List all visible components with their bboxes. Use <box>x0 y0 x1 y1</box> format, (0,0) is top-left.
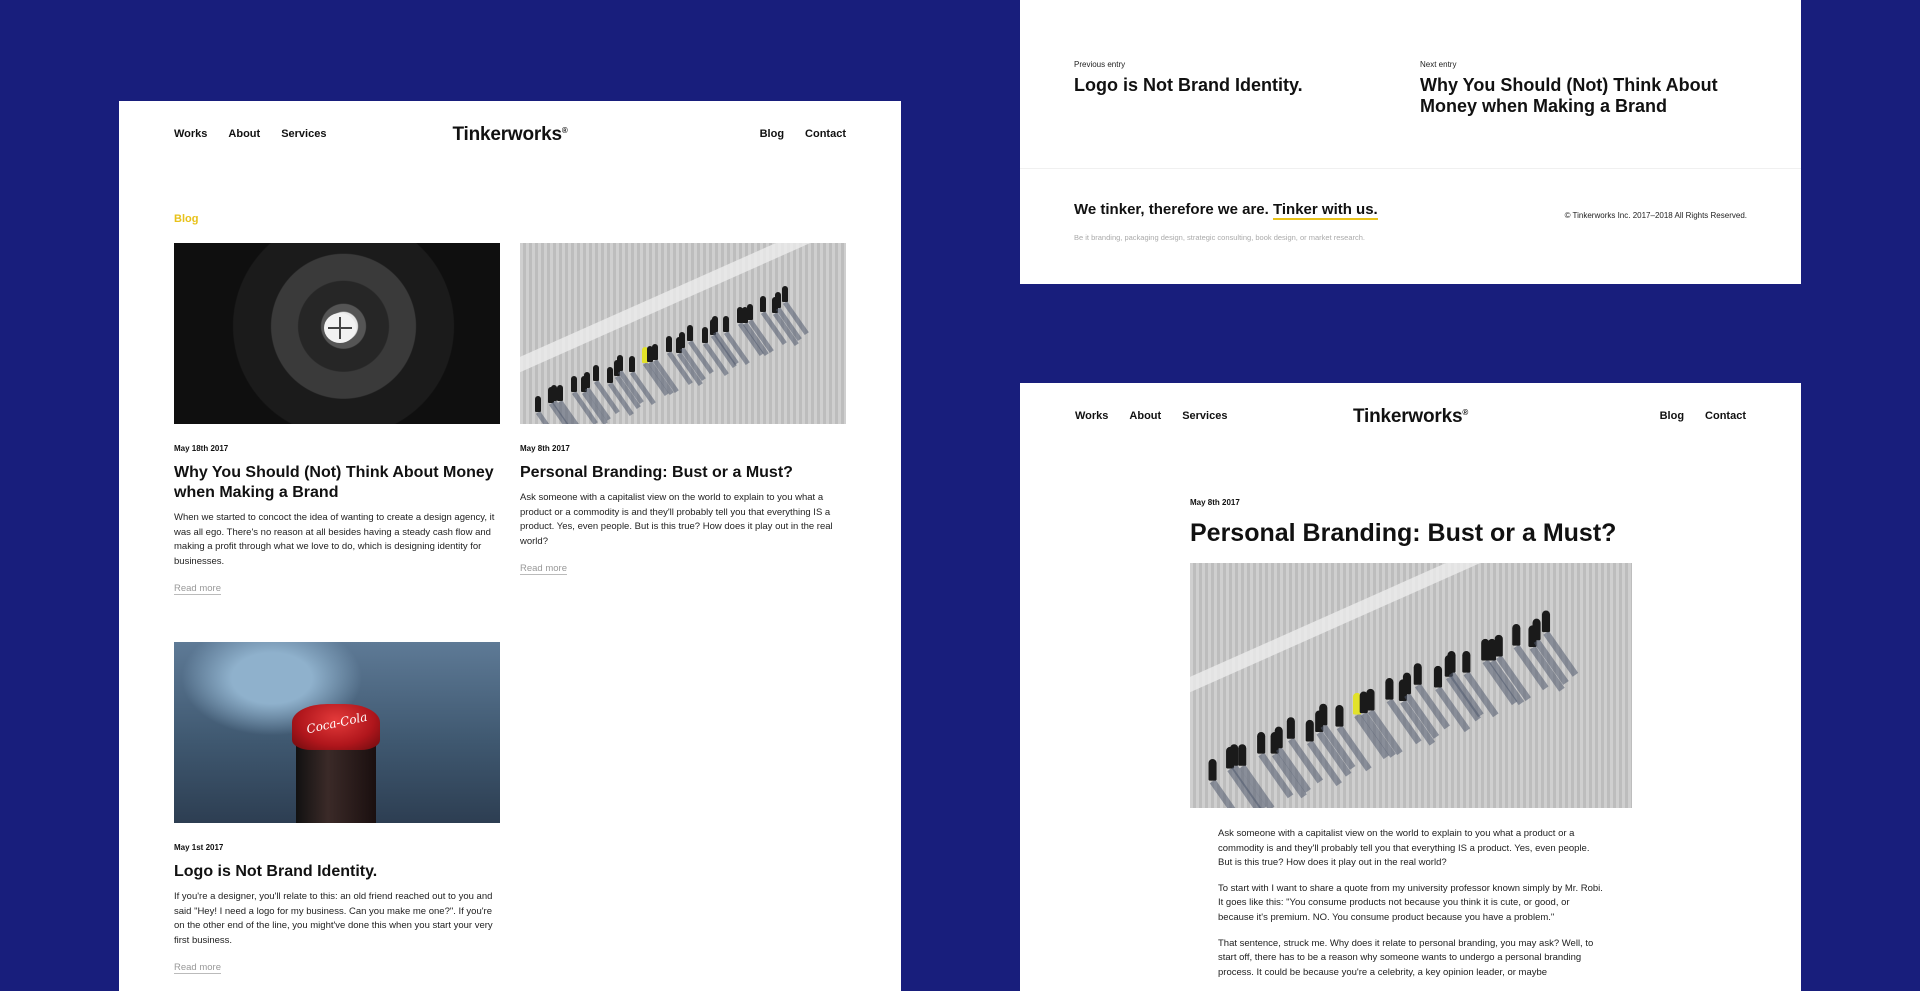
read-more-link[interactable]: Read more <box>520 562 567 574</box>
nav-about[interactable]: About <box>1129 410 1162 422</box>
post-excerpt: When we started to concoct the idea of wanting to create a design agency, it was all ego. There's no reason at all besides having a steady cash flow and making a profit through what we love to do, which is designing identity for businesses. <box>174 512 495 568</box>
post-title[interactable]: Why You Should (Not) Think About Money when Making a Brand <box>174 464 494 501</box>
brand-mark: ® <box>1462 408 1469 417</box>
header-nav-right <box>760 128 846 140</box>
post-title: Personal Branding: Bust or a Must? <box>1190 519 1617 547</box>
post-body <box>1218 827 1603 991</box>
post-excerpt: Ask someone with a capitalist view on the world to explain to you what a product or a commodity is and they'll probably tell you that everything IS a product. Yes, even people. But is this true? How does it play out in the real world? <box>520 492 833 548</box>
post-thumbnail-coca-cola-bottle[interactable]: Coca-Cola <box>174 642 500 823</box>
brand-mark: ® <box>561 126 568 135</box>
post-date: May 1st 2017 <box>174 843 224 852</box>
brand-logo[interactable] <box>1353 406 1468 428</box>
blog-card <box>174 642 500 975</box>
brand-name: Tinkerworks <box>452 124 562 145</box>
next-entry[interactable] <box>1420 60 1740 117</box>
divider <box>1020 168 1801 169</box>
previous-entry-label: Previous entry <box>1074 60 1126 69</box>
read-more-link[interactable]: Read more <box>174 582 221 594</box>
brand-name: Tinkerworks <box>1352 406 1463 427</box>
copyright-notice: © Tinkerworks Inc. 2017–2018 All Rights Reserved. <box>1564 211 1747 220</box>
post-title[interactable]: Logo is Not Brand Identity. <box>174 863 378 880</box>
nav-blog[interactable]: Blog <box>759 128 785 140</box>
site-header <box>174 126 846 146</box>
post-thumbnail-spiral-staircase[interactable] <box>174 243 500 424</box>
nav-contact[interactable]: Contact <box>805 128 846 140</box>
read-more-link[interactable]: Read more <box>174 961 221 973</box>
post-date: May 8th 2017 <box>520 444 570 453</box>
post-paragraph: That sentence, struck me. Why does it relate to personal branding, you may ask? Well, to start off, there has to be a reason why someone wants to undergo a personal branding process. It could be because you're a celebrity, a key opinion leader, or maybe <box>1218 937 1594 978</box>
next-entry-label: Next entry <box>1420 60 1457 69</box>
nav-about[interactable]: About <box>228 128 261 140</box>
post-excerpt: If you're a designer, you'll relate to this: an old friend reached out to you and said "Hey! I need a logo for my business. Can you make me one?". If you're on the other end of the line, you might've done this when you start your very first business. <box>174 891 493 947</box>
blog-post-panel <box>1020 383 1801 991</box>
post-date: May 18th 2017 <box>174 444 229 453</box>
blog-page-panel <box>119 101 901 991</box>
previous-entry-title[interactable]: Logo is Not Brand Identity. <box>1074 75 1303 95</box>
nav-contact[interactable]: Contact <box>1705 410 1746 422</box>
section-label-blog: Blog <box>174 213 199 225</box>
header-nav-left <box>1075 410 1227 422</box>
nav-services[interactable]: Services <box>1182 410 1228 422</box>
footer-subtext: Be it branding, packaging design, strategic consulting, book design, or market research. <box>1074 233 1365 242</box>
tagline-text: We tinker, therefore we are. <box>1074 201 1269 218</box>
post-paragraph: To start with I want to share a quote from my university professor known simply by Mr. Robi. It goes like this: "You consume products not because you think it is cute, or good, or because it's premium. NO. You consume product because you have a problem." <box>1218 882 1603 923</box>
post-paragraph: Ask someone with a capitalist view on the world to explain to you what a product or a commodity is and they'll probably tell you that everything IS a product. Yes, even people. But is this true? How does it play out in the real world? <box>1218 828 1590 869</box>
header-nav-left <box>174 128 326 140</box>
nav-services[interactable]: Services <box>281 128 327 140</box>
tinker-with-us-link[interactable]: Tinker with us. <box>1272 201 1378 218</box>
header-nav-right <box>1660 410 1746 422</box>
nav-works[interactable]: Works <box>1075 410 1109 422</box>
post-thumbnail-crowd-line[interactable] <box>520 243 846 424</box>
nav-works[interactable]: Works <box>174 128 208 140</box>
previous-entry[interactable] <box>1074 60 1374 96</box>
brand-logo[interactable] <box>452 124 567 146</box>
footer-tagline <box>1074 201 1378 218</box>
next-entry-title[interactable]: Why You Should (Not) Think About Money when Making a Brand <box>1420 75 1718 116</box>
post-footer-panel <box>1020 0 1801 284</box>
post-hero-image-crowd-line <box>1190 563 1632 808</box>
post-date: May 8th 2017 <box>1190 498 1240 507</box>
nav-blog[interactable]: Blog <box>1659 410 1685 422</box>
blog-card <box>174 243 500 596</box>
blog-card <box>520 243 846 576</box>
site-header <box>1075 408 1746 428</box>
post-title[interactable]: Personal Branding: Bust or a Must? <box>520 464 793 481</box>
